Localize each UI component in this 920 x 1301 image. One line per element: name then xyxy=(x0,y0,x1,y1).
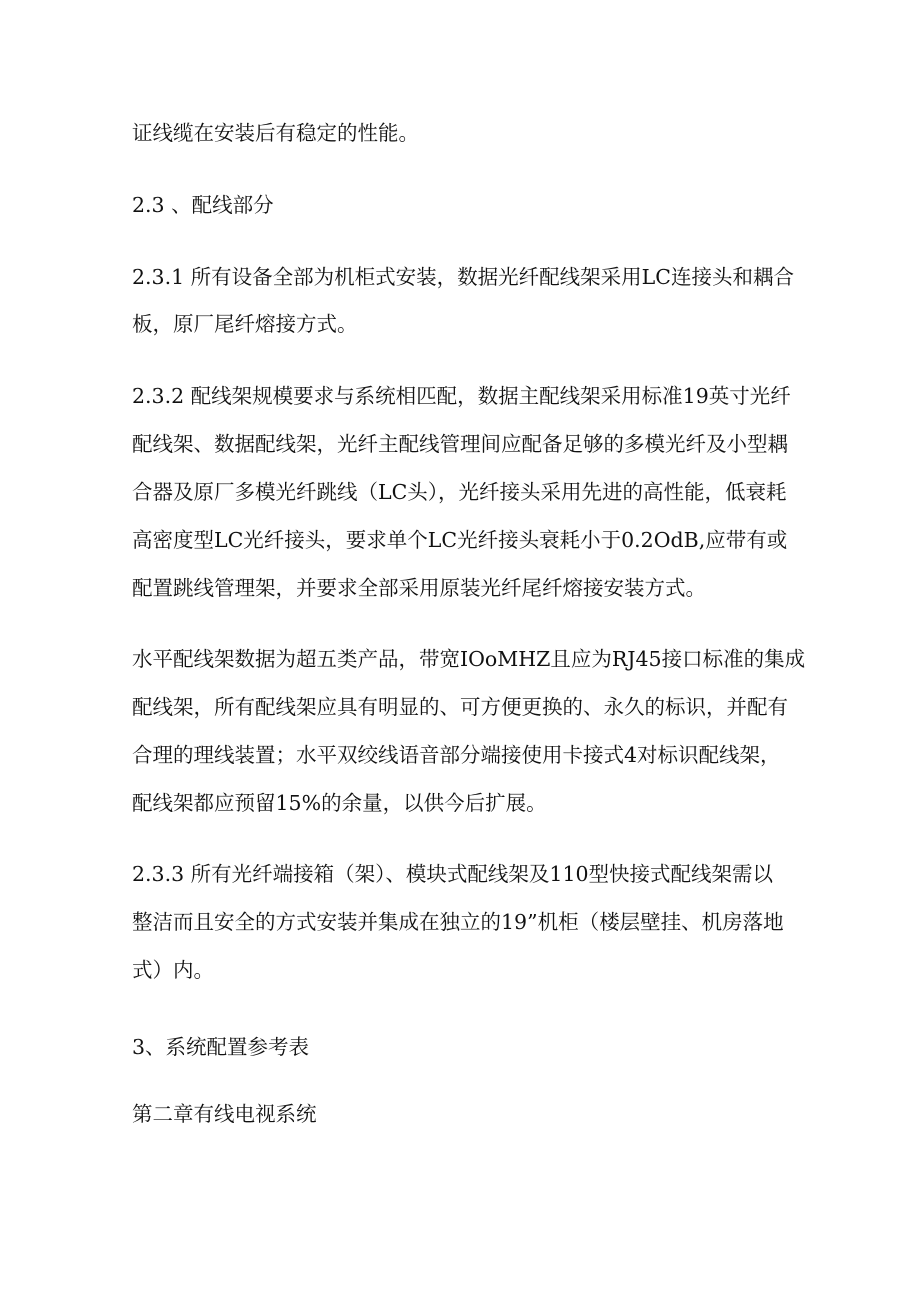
section-heading-2-3: 2.3 、配线部分 xyxy=(132,193,274,217)
para-2-3-2-line-3: 合器及原厂多模光纤跳线（LC头），光纤接头采用先进的高性能，低衰耗 xyxy=(132,480,787,504)
para-2-3-2-line-4: 高密度型LC光纤接头，要求单个LC光纤接头衰耗小于0.2OdB,应带有或 xyxy=(132,528,788,552)
para-horizontal-line-2: 配线架，所有配线架应具有明显的、可方便更换的、永久的标识，并配有 xyxy=(132,695,788,719)
para-2-3-2-line-1: 2.3.2 配线架规模要求与系统相匹配，数据主配线架采用标准19英寸光纤 xyxy=(132,384,791,408)
para-2-3-3-line-1: 2.3.3 所有光纤端接箱（架）、模块式配线架及110型快接式配线架需以 xyxy=(132,862,774,886)
continuation-line: 证线缆在安装后有稳定的性能。 xyxy=(132,121,419,145)
para-2-3-3-line-3: 式）内。 xyxy=(132,958,214,982)
para-2-3-1-line-2: 板，原厂尾纤熔接方式。 xyxy=(132,312,358,336)
section-heading-3: 3、系统配置参考表 xyxy=(132,1035,310,1059)
para-horizontal-line-3: 合理的理线装置；水平双绞线语音部分端接使用卡接式4对标识配线架， xyxy=(132,743,781,767)
para-horizontal-line-4: 配线架都应预留15%的余量，以供今后扩展。 xyxy=(132,791,547,815)
para-2-3-3-line-2: 整洁而且安全的方式安装并集成在独立的19”机柜（楼层壁挂、机房落地 xyxy=(132,910,784,934)
para-2-3-1-line-1: 2.3.1 所有设备全部为机柜式安装，数据光纤配线架采用LC连接头和耦合 xyxy=(132,265,794,289)
para-horizontal-line-1: 水平配线架数据为超五类产品，带宽IOoMHZ且应为RJ45接口标准的集成 xyxy=(132,647,806,671)
chapter-heading-2: 第二章有线电视系统 xyxy=(132,1102,317,1126)
para-2-3-2-line-2: 配线架、数据配线架，光纤主配线管理间应配备足够的多模光纤及小型耦 xyxy=(132,432,788,456)
para-2-3-2-line-5: 配置跳线管理架，并要求全部采用原装光纤尾纤熔接安装方式。 xyxy=(132,576,706,600)
